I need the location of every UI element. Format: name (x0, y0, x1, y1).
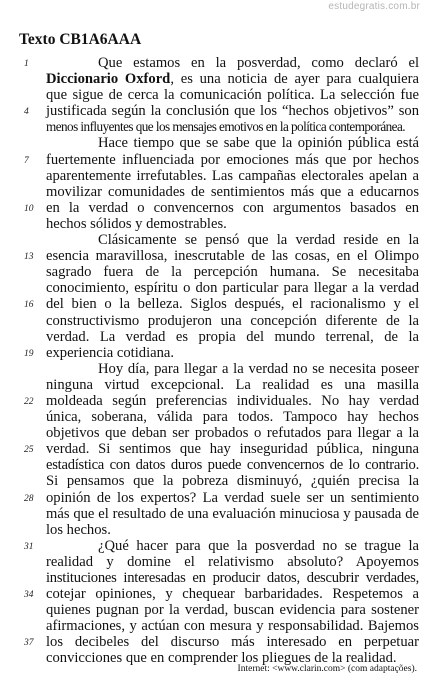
line-text: cotejar opiniones, y chequear barbaridades. Respetemos a (46, 586, 419, 603)
line-number: 28 (24, 493, 34, 504)
text-line (46, 329, 419, 345)
line-text: movilizar comunidades de sentimientos más que a educarnos (46, 183, 419, 200)
line-text: en la verdad o convencernos con argumentos basados en (46, 199, 419, 216)
line-text: Hace tiempo que se sabe que la opinión pública está (98, 135, 419, 152)
text-line (46, 87, 419, 103)
line-number: 34 (24, 590, 34, 601)
line-text: los hechos. (46, 521, 111, 538)
line-text: ninguna virtud excepcional. La realidad es una masilla (46, 376, 419, 393)
text-line (24, 489, 419, 506)
line-text: los decibeles del discurso más interesado en perpetuar (46, 634, 419, 651)
line-number: 10 (24, 203, 34, 214)
text-line (46, 618, 419, 634)
line-number: 31 (24, 541, 34, 552)
line-text: experiencia cotidiana. (46, 344, 175, 361)
line-text: del bien o la belleza. Siglos después, el racionalismo y el (46, 296, 419, 313)
text-line (24, 296, 419, 313)
text-line (24, 151, 419, 168)
line-text: justificada según la conclusión que los “hechos objetivos” son (46, 103, 419, 120)
text-line (24, 199, 419, 216)
line-text: más que el resultado de una evaluación minuciosa y pausada de (46, 505, 419, 522)
text-line (46, 377, 419, 393)
text-line (46, 280, 419, 296)
line-text: estadística con datos duros puede convencernos de lo contrario. (46, 457, 419, 474)
text-line (46, 168, 419, 184)
line-number: 1 (24, 59, 29, 69)
line-text: quienes pugnan por la verdad, buscan evidencia para sostener (46, 602, 419, 619)
text-line (24, 55, 419, 71)
line-text: afirmaciones, y actúan con mesura y responsabilidad. Bajemos (46, 618, 419, 635)
line-text: objetivos que deban ser probados o refutados para llegar a la (46, 425, 419, 442)
line-text: Clásicamente se pensó que la verdad reside en la (98, 232, 419, 249)
text-line (46, 232, 419, 248)
line-number: 25 (24, 445, 34, 456)
text-title: Texto CB1A6AAA (19, 31, 142, 48)
line-text: convicciones que en comprender los pliegues de la realidad. (46, 650, 397, 667)
text-line (24, 634, 419, 651)
text-line (46, 135, 419, 151)
text-line (46, 457, 419, 473)
line-text: ¿Qué hacer para que la posverdad no se trague la (98, 537, 419, 554)
line-number: 22 (24, 396, 34, 407)
text-line (46, 184, 419, 200)
text-line (46, 473, 419, 489)
line-text: hechos sólidos y demostrables. (46, 215, 227, 232)
text-line (46, 409, 419, 425)
text-line (46, 216, 419, 232)
line-text: verdad. Si sentimos que hay inseguridad pública, ninguna (46, 441, 419, 458)
text-line (24, 586, 419, 603)
line-text: única, soberana, válida para todos. Tampoco hay hechos (46, 409, 419, 426)
line-text: verdad. La verdad es propia del mundo terrenal, de la (46, 328, 419, 345)
bold-term: Diccionario Oxford (46, 71, 171, 88)
line-text: que sigue de cerca la comunicación política. La selección fue (46, 87, 419, 104)
line-number: 7 (24, 155, 29, 166)
line-text: fuertemente influenciada por emociones más que por hechos (46, 151, 419, 168)
text-line (46, 506, 419, 522)
line-text: , es una noticia de ayer para cualquiera (170, 71, 419, 88)
source-citation: Internet: <www.clarin.com> (com adaptações). (237, 664, 417, 674)
line-text: Si pensamos que la pobreza disminuyó, ¿quién precisa la (46, 473, 419, 490)
text-line (46, 602, 419, 618)
line-text: opinión de los expertos? La verdad suele ser un sentimiento (46, 489, 419, 506)
line-text: aparentemente irrefutables. Las campañas electorales apelan a (46, 167, 419, 184)
text-line (24, 248, 419, 265)
line-text: Hoy día, para llegar a la verdad no se necesita poseer (98, 360, 419, 377)
line-number: 19 (24, 348, 34, 359)
line-text: realidad y domine el relativismo absoluto? Apoyemos (46, 553, 419, 570)
text-line (24, 103, 419, 120)
line-text: conocimiento, espíritu o don particular para llegar a la verdad (46, 280, 419, 297)
line-text: sagrado fuera de la percepción humana. Se necesitaba (46, 264, 419, 281)
text-line (46, 425, 419, 441)
text-line (24, 392, 419, 409)
text-line (46, 71, 419, 87)
line-number: 13 (24, 252, 34, 263)
text-line (46, 361, 419, 377)
text-line (24, 537, 419, 554)
line-number: 37 (24, 638, 34, 649)
text-line (46, 313, 419, 329)
text-line (46, 522, 419, 538)
line-text: moldeada según preferencias individuales. No hay verdad (46, 392, 419, 409)
text-line (46, 119, 419, 135)
site-watermark: estudegratis.com.br (328, 1, 420, 12)
text-line (24, 344, 419, 361)
line-number: 16 (24, 300, 34, 311)
line-text: menos influyentes que los mensajes emotivos en la política contemporánea. (46, 119, 406, 135)
line-text: instituciones interesadas en producir datos, descubrir verdades, (46, 570, 419, 586)
text-line (24, 441, 419, 458)
line-text: esencia maravillosa, inescrutable de las cosas, en el Olimpo (46, 248, 419, 265)
text-body (24, 55, 419, 667)
line-text: Que estamos en la posverdad, como declaró el (98, 55, 419, 71)
text-line (46, 264, 419, 280)
text-line (46, 554, 419, 570)
line-text: constructivismo produjeron una concepción diferente de la (46, 312, 419, 329)
line-number: 4 (24, 107, 29, 118)
text-line (46, 570, 419, 586)
